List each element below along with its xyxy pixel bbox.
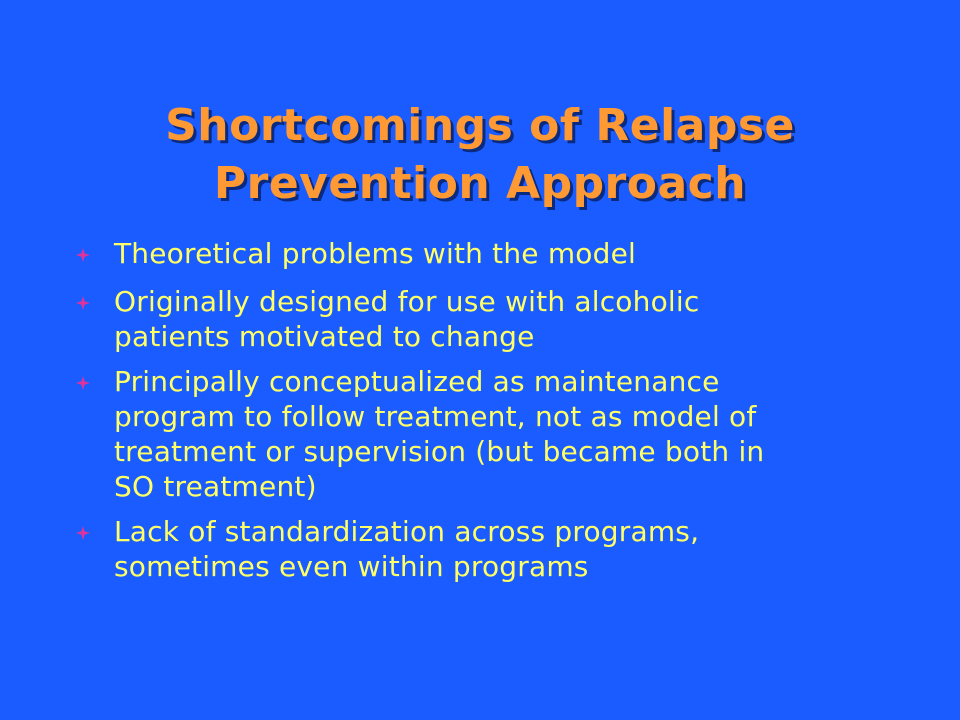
bullet-list [76,236,926,594]
slide-title-line: Shortcomings of Relapse [165,100,795,152]
bullet-item [76,364,926,504]
four-point-star-bullet-icon [76,284,114,322]
bullet-item [76,284,926,354]
bullet-item [76,514,926,584]
bullet-line: Originally designed for use with alcoholic [114,285,700,318]
bullet-item [76,236,926,274]
bullet-text [114,236,636,271]
slide-title [60,97,900,213]
bullet-line: SO treatment) [114,470,317,503]
slide-title-line: Prevention Approach [213,158,747,210]
bullet-line: program to follow treatment, not as model of [114,400,757,433]
bullet-line: patients motivated to change [114,320,535,353]
four-point-star-bullet-icon [76,236,114,274]
bullet-line: Principally conceptualized as maintenance [114,365,720,398]
bullet-line: Theoretical problems with the model [114,237,637,270]
four-point-star-bullet-icon [76,514,114,552]
bullet-line: sometimes even within programs [114,550,589,583]
bullet-text [114,514,699,584]
bullet-text [114,364,764,504]
four-point-star-bullet-icon [76,364,114,402]
bullet-text [114,284,699,354]
bullet-line: Lack of standardization across programs, [114,515,700,548]
bullet-line: treatment or supervision (but became both in [114,435,765,468]
